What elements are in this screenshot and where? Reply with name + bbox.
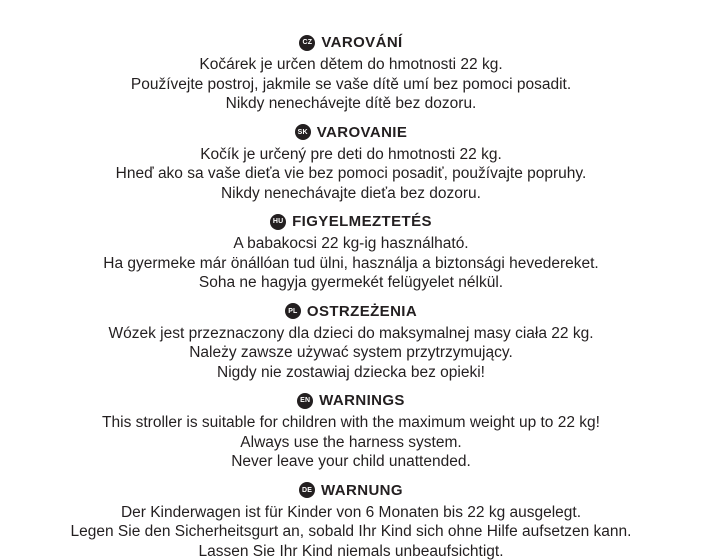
warning-line: Soha ne hagyja gyermekét felügyelet nélkül. — [198, 274, 504, 291]
warning-line: Kočík je určený pre deti do hmotnosti 22 kg. — [200, 145, 502, 163]
warning-line: Legen Sie den Sicherheitsgurt an, sobald Ihr Kind sich ohne Hilfe aufsetzen kann. — [70, 523, 632, 540]
section-header-pl — [0, 302, 702, 321]
warning-section-sk — [0, 123, 702, 204]
warning-line: Never leave your child unattended. — [231, 453, 471, 470]
warning-line: Hneď ako sa vaše dieťa vie bez pomoci posadiť, používajte popruhy. — [115, 165, 587, 182]
warning-line: Kočárek je určen dětem do hmotnosti 22 kg. — [199, 56, 503, 73]
section-header-de — [0, 481, 702, 500]
section-title-en: WARNINGS — [319, 392, 405, 409]
warning-section-en — [0, 391, 702, 472]
warning-section-hu — [0, 212, 702, 293]
section-title-pl: OSTRZEŻENIA — [306, 302, 418, 320]
language-badge-pl-icon: PL — [285, 303, 301, 319]
warning-line: This stroller is suitable for children with the maximum weight up to 22 kg! — [102, 414, 600, 431]
language-badge-sk-icon: SK — [295, 124, 311, 140]
language-badge-en-icon: EN — [297, 393, 313, 409]
section-title-hu: FIGYELMEZTETÉS — [292, 213, 432, 230]
warning-line: Nikdy nenechávajte dieťa bez dozoru. — [220, 184, 481, 202]
section-title-cz: VAROVÁNÍ — [321, 34, 403, 51]
language-badge-hu-icon: HU — [270, 214, 286, 230]
section-header-hu — [0, 212, 702, 231]
section-title-de: WARNUNG — [321, 481, 403, 499]
warning-line: Lassen Sie Ihr Kind niemals unbeaufsichtigt. — [198, 542, 504, 560]
section-header-cz — [0, 33, 702, 52]
warning-line: Nikdy nenechávejte dítě bez dozoru. — [225, 95, 477, 112]
warning-line: Der Kinderwagen ist für Kinder von 6 Monaten bis 22 kg ausgelegt. — [120, 503, 582, 521]
section-title-sk: VAROVANIE — [316, 123, 408, 141]
warning-line: Należy zawsze używać system przytrzymujący. — [189, 344, 513, 361]
section-header-sk — [0, 123, 702, 142]
language-badge-de-icon: DE — [299, 482, 315, 498]
warning-line: Ha gyermeke már önállóan tud ülni, használja a biztonsági hevedereket. — [103, 254, 599, 272]
section-header-en — [0, 391, 702, 410]
warning-line: Nigdy nie zostawiaj dziecka bez opieki! — [217, 363, 485, 381]
warning-line: Always use the harness system. — [240, 433, 462, 451]
warning-section-de — [0, 481, 702, 560]
language-badge-cz-icon: CZ — [299, 35, 315, 51]
warning-section-pl — [0, 302, 702, 383]
warning-section-cz — [0, 33, 702, 114]
warning-line: Wózek jest przeznaczony dla dzieci do maksymalnej masy ciała 22 kg. — [108, 324, 594, 342]
warning-line: A babakocsi 22 kg-ig használható. — [233, 235, 469, 252]
warning-line: Používejte postroj, jakmile se vaše dítě umí bez pomoci posadit. — [130, 75, 572, 93]
